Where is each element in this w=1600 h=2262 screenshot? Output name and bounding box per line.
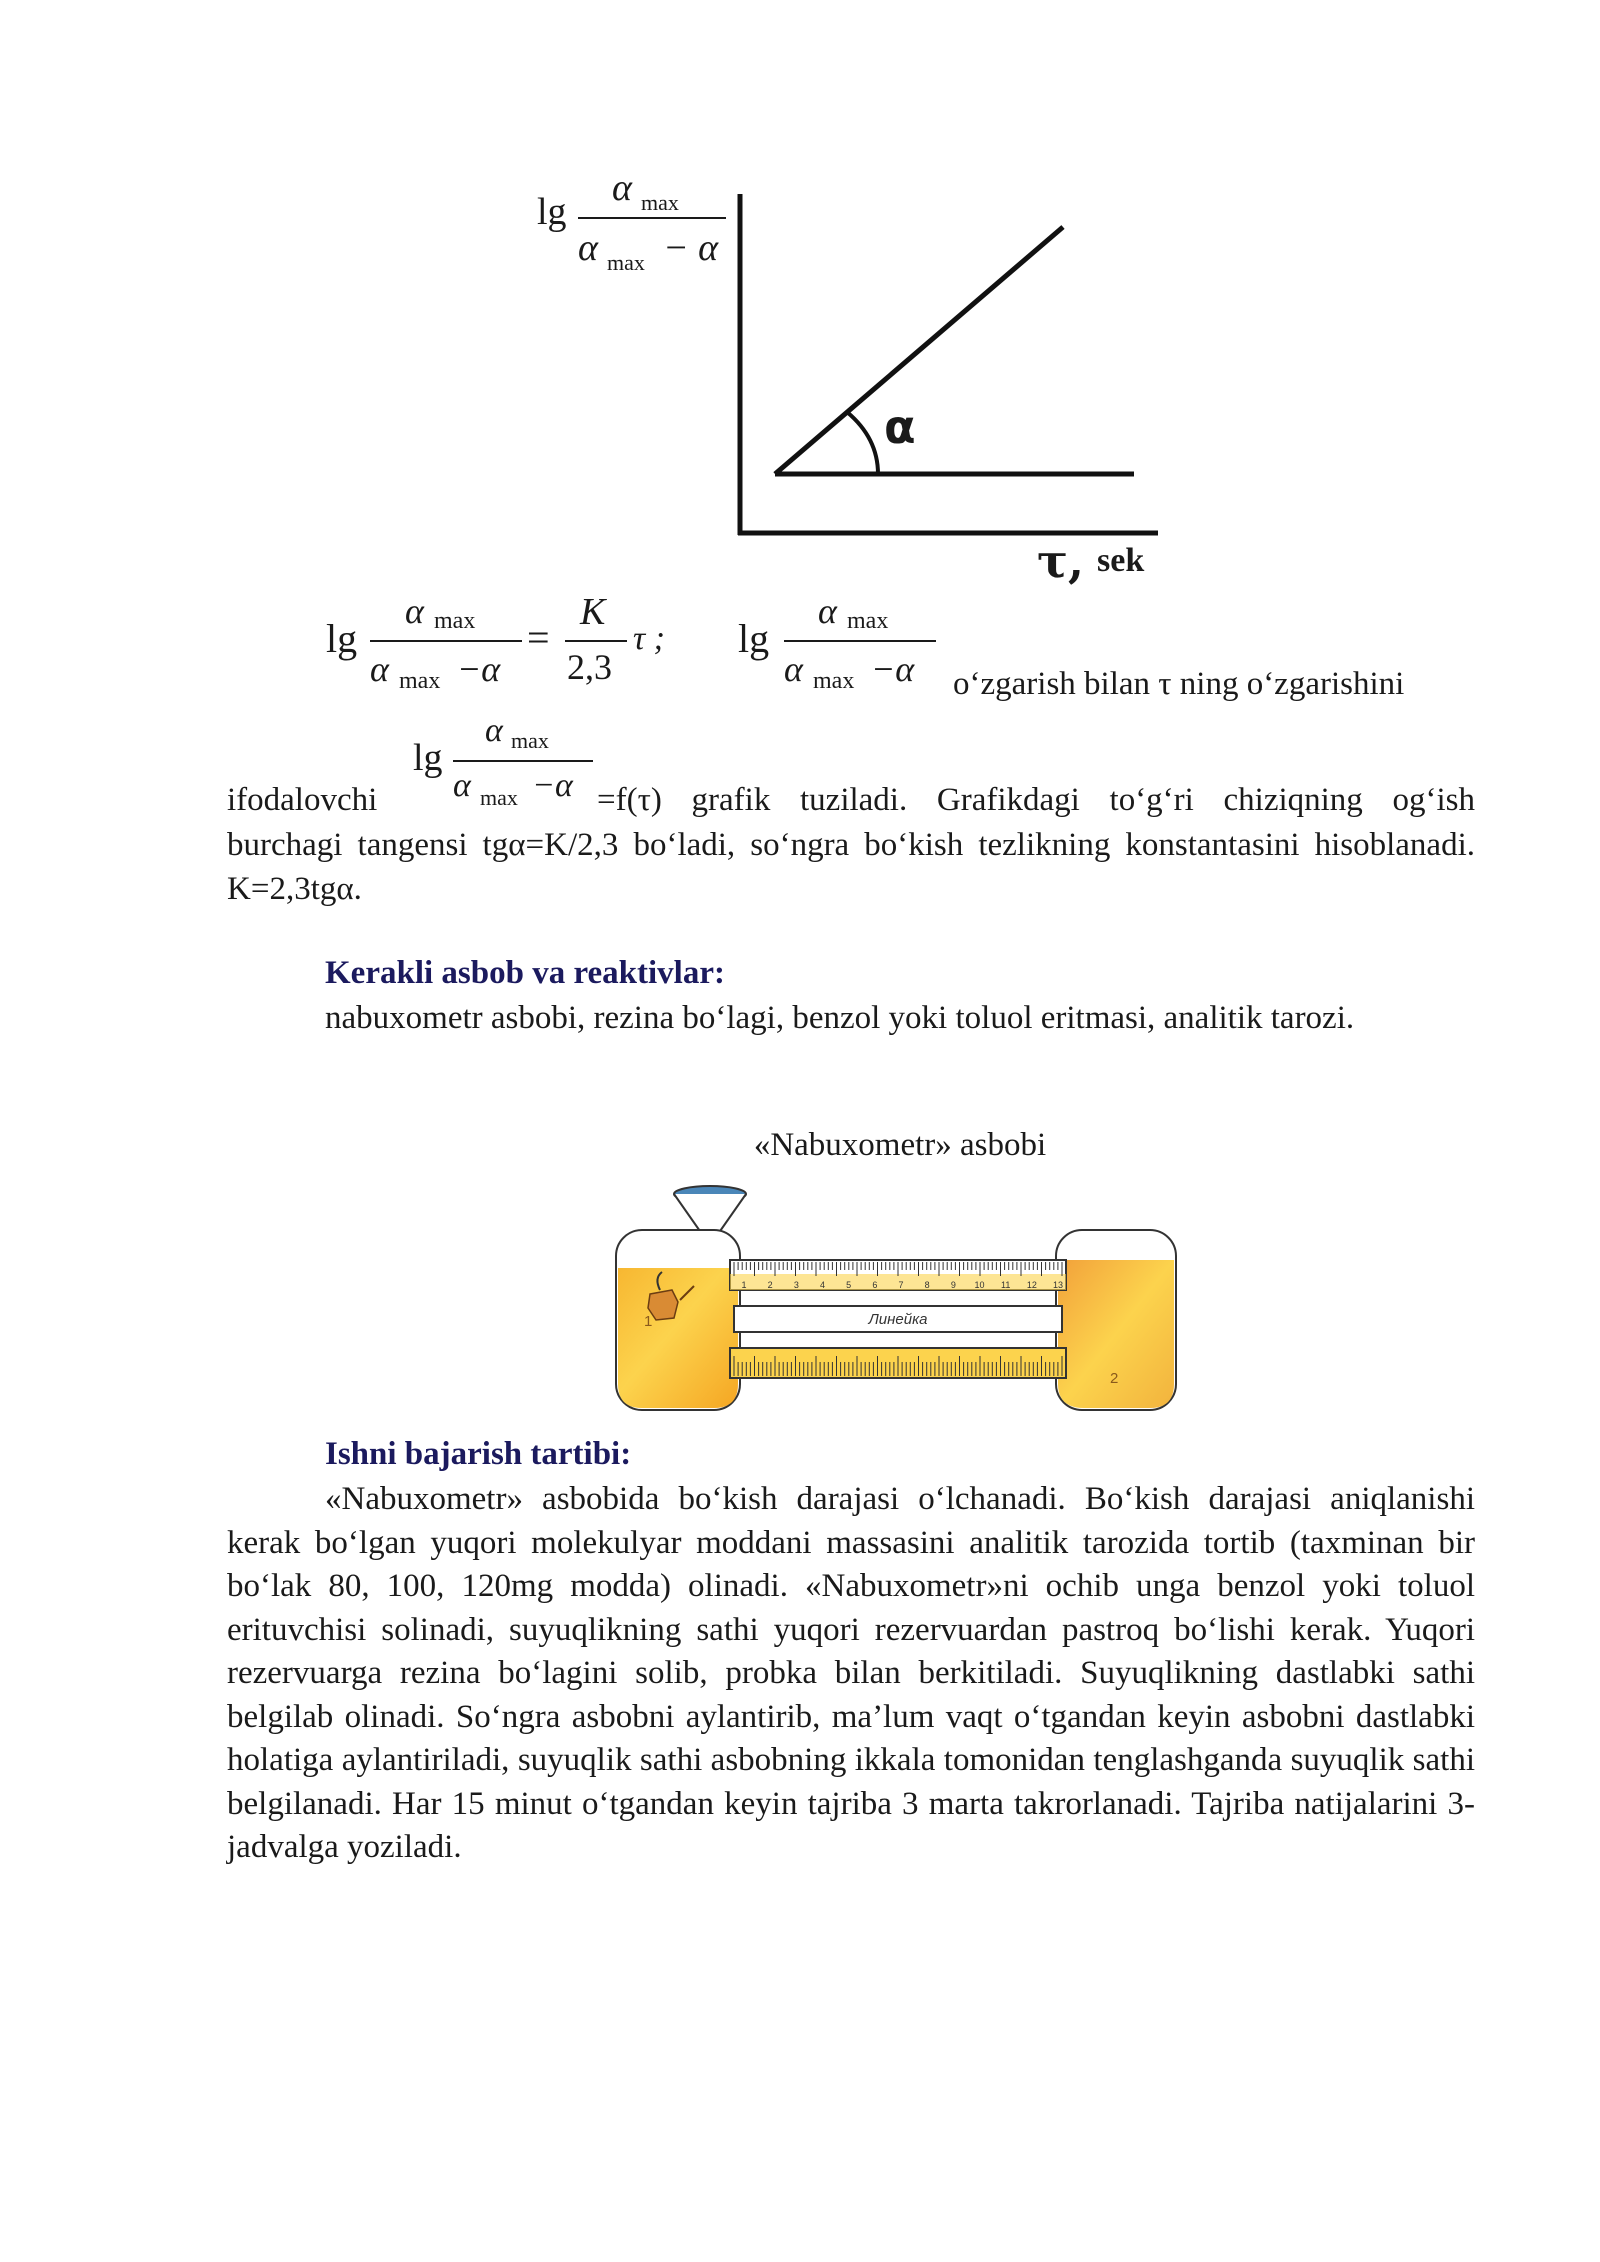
y-label-den-base: α [578,227,598,269]
formula3-num-sub: max [511,728,549,753]
formula1-den-sub: max [399,668,441,694]
marker-2: 2 [1110,1370,1119,1387]
formula2-fraction-line [784,640,936,642]
y-label-fraction-line [578,217,726,219]
formula3-num-base: α [485,712,503,749]
formula1-den-tail: −α [457,649,501,689]
formula1-rhs-den: 2,3 [567,647,612,687]
formula2-num-base: α [818,591,837,631]
heading-procedure: Ishni bajarish tartibi: [325,1436,632,1472]
formula1-rhs-tail: τ ; [633,620,665,657]
y-label-den-sub: max [607,250,645,275]
formula2-den-base: α [784,649,803,689]
angle-label: α [884,400,916,454]
x-label-tau: τ, [1037,534,1084,588]
formula3-den-base: α [453,767,471,804]
formula1-den-base: α [370,649,389,689]
rubber-sample [648,1290,678,1320]
line2-word: ifodalovchi [227,782,378,818]
paragraph-1-rest: burchagi tangensi tgα=K/2,3 bo‘ladi, so‘ngra bo‘kish tezlikning konstantasini hisoblanadi. K=2,3tgα. [227,827,1475,907]
formula3-prefix: lg [413,737,443,779]
device-svg [610,1178,1180,1418]
formula1-rhs-line [565,640,627,642]
x-label-unit: sek [1097,542,1145,579]
formula1-fraction-line [370,640,522,642]
scale-number: 1 [741,1280,747,1290]
formula1-equals: = [527,615,550,660]
scale-number: 10 [974,1280,985,1290]
formula2-num-sub: max [847,608,889,634]
scale-number: 11 [1000,1280,1011,1290]
formula1-num-base: α [405,591,424,631]
paragraph-procedure: «Nabuxometr» asbobida bo‘kish darajasi o‘lchanadi. Bo‘kish darajasi aniqlanishi kerak bo‘lgan yuqori molekulyar moddani massasini analitik tarozida tortib (taxminan bir bo‘lak 80, 100, 120mg modda) olinadi. «Nabuxometr»ni ochib unga benzol yoki toluol erituvchisi solinadi, suyuqlikning sathi yuqori rezervuardan pastroq bo‘lishi kerak. Yuqori rezervuarga rezina bo‘lagini solib, probka bilan berkitiladi. Suyuqlikning dastlabki sathi belgilab olinadi. So‘ngra asbobni aylantirib, ma’lum vaqt o‘tgandan keyin asbobni dastlabki holatiga aylantiriladi, suyuqlik sathi asbobning ikkala tomonidan tenglashganda suyuqlik sathi belgilanadi. Har 15 minut o‘tgandan keyin tajriba 3 marta takrorlanadi. Tajriba natijalarini 3-jadvalga yoziladi. [227,1481,1475,1865]
scale-number: 7 [898,1280,904,1290]
y-label-num-sub: max [641,190,679,215]
scale-number: 13 [1052,1280,1064,1290]
scale-number: 4 [819,1280,826,1290]
left-reservoir-liquid [618,1268,738,1408]
figure-caption: «Nabuxometr» asbobi [753,1127,1047,1163]
scale-number: 6 [872,1280,878,1290]
formula2-den-tail: −α [871,649,915,689]
scale-number: 5 [846,1280,852,1290]
formula3-den-tail: −α [532,767,573,804]
formula3-fraction-line [453,760,593,762]
scale-number: 8 [924,1280,930,1290]
angle-arc [847,412,878,474]
formula2-den-sub: max [813,668,855,694]
scale-number: 9 [950,1280,956,1290]
scale-number: 3 [793,1280,799,1290]
formula1-prefix: lg [326,616,358,661]
formula2-prefix: lg [738,616,770,661]
marker-1: 1 [644,1313,653,1330]
scale-number: 12 [1026,1280,1037,1290]
line1-tail-text: o‘zgarish bilan τ ning o‘zgarishini [953,666,1405,702]
line2-tail-text: =f(τ) grafik tuziladi. Grafikdagi to‘g‘ri chiziqning og‘ish [597,782,1475,818]
y-label-num-base: α [612,167,632,209]
ruler-label: Линейка [868,1311,928,1328]
heading-equipment: Kerakli asbob va reaktivlar: [325,955,725,991]
formula1-rhs-num: K [580,591,606,633]
paragraph-equipment: nabuxometr asbobi, rezina bo‘lagi, benzol yoki toluol eritmasi, analitik tarozi. [325,1000,1355,1036]
y-label-prefix: lg [537,191,567,233]
formula1-num-sub: max [434,608,476,634]
graph-line [775,227,1063,474]
scale-number: 2 [767,1280,773,1290]
formula3-den-sub: max [480,785,518,810]
y-label-den-tail: − α [663,227,719,269]
